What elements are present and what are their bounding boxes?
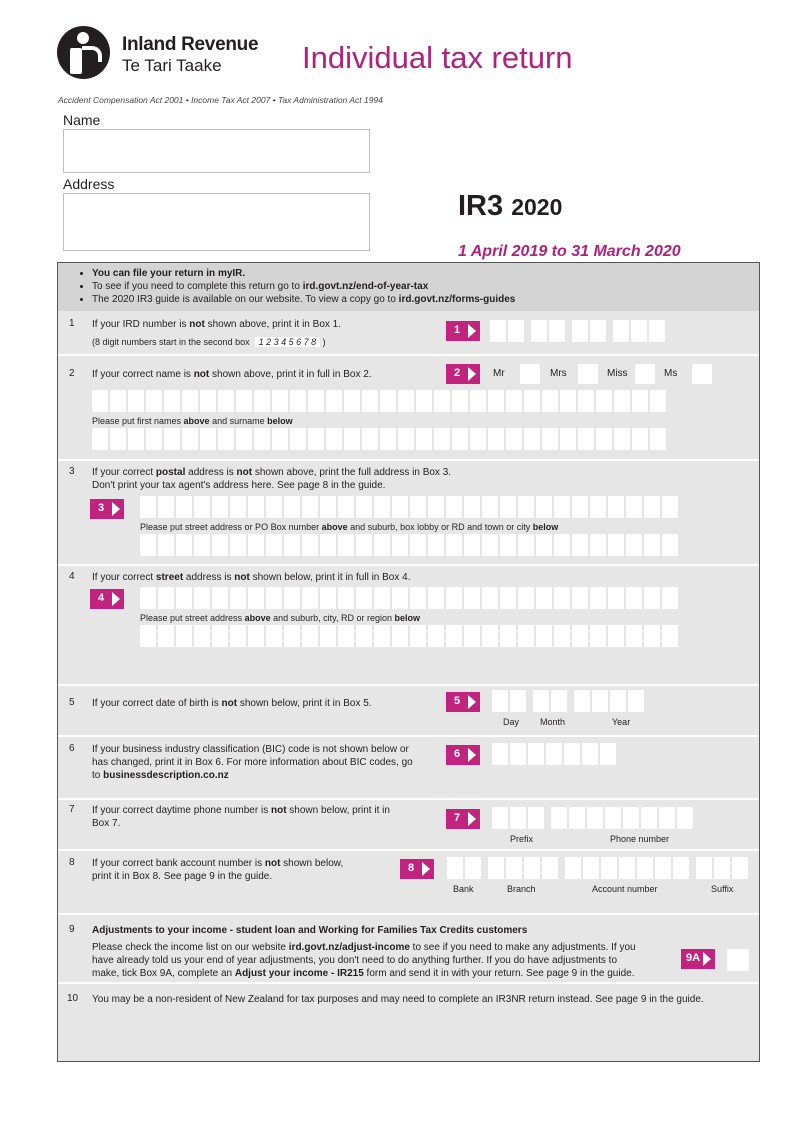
character-box[interactable]: [266, 534, 282, 556]
box-9a-marker: 9A: [681, 949, 715, 969]
character-box[interactable]: [626, 587, 642, 609]
phone-number-input[interactable]: [492, 807, 695, 829]
character-box[interactable]: [158, 625, 174, 647]
form-panel: [57, 262, 760, 1062]
character-box[interactable]: [572, 625, 588, 647]
character-box[interactable]: [470, 390, 486, 412]
inland-revenue-logo: [57, 26, 110, 79]
question-number: 4: [69, 571, 75, 582]
character-box[interactable]: [410, 496, 426, 518]
question-2-text: If your correct name is not shown above, print it in full in Box 2.: [92, 369, 372, 380]
character-box[interactable]: [236, 428, 252, 450]
character-box[interactable]: [488, 428, 504, 450]
character-box[interactable]: [626, 534, 642, 556]
character-box[interactable]: [308, 390, 324, 412]
question-6-text: If your business industry classification (BIC) code is not shown below or has changed, print it in Box 6. For more information about BIC codes, go to businessdescription.co.nz: [92, 744, 413, 781]
question-3-text: If your correct postal address is not shown above, print the full address in Box 3. Don't print your tax agent's address here. See page 8 in the guide.: [92, 467, 452, 491]
street-address-line-1[interactable]: [140, 587, 680, 609]
character-box[interactable]: [356, 625, 372, 647]
character-box[interactable]: [302, 496, 318, 518]
character-box[interactable]: [464, 496, 480, 518]
character-box[interactable]: [230, 534, 246, 556]
character-box[interactable]: [194, 496, 210, 518]
name-label: Name: [63, 112, 101, 128]
character-box[interactable]: [194, 534, 210, 556]
question-1-hint: (8 digit numbers start in the second box 1 2 3 4 5 6 7 8 ): [92, 337, 326, 347]
character-box[interactable]: [392, 534, 408, 556]
character-box[interactable]: [524, 428, 540, 450]
day-caption: Day: [503, 717, 520, 727]
character-box[interactable]: [524, 390, 540, 412]
character-box[interactable]: [176, 625, 192, 647]
character-box[interactable]: [500, 587, 516, 609]
character-box[interactable]: [482, 587, 498, 609]
character-box[interactable]: [590, 534, 606, 556]
box-5-marker: 5: [446, 692, 480, 712]
character-box[interactable]: [284, 625, 300, 647]
character-box[interactable]: [176, 534, 192, 556]
character-box[interactable]: [158, 587, 174, 609]
character-box[interactable]: [554, 496, 570, 518]
character-box[interactable]: [446, 625, 462, 647]
bic-code-input[interactable]: [492, 743, 618, 765]
character-box[interactable]: [590, 496, 606, 518]
character-box[interactable]: [470, 428, 486, 450]
character-box[interactable]: [572, 496, 588, 518]
form-code: IR3 2020: [458, 190, 563, 222]
character-box[interactable]: [266, 587, 282, 609]
character-box[interactable]: [380, 428, 396, 450]
character-box[interactable]: [128, 390, 144, 412]
character-box[interactable]: [596, 390, 612, 412]
character-box[interactable]: [662, 534, 678, 556]
character-box[interactable]: [272, 428, 288, 450]
character-box[interactable]: [176, 587, 192, 609]
character-box[interactable]: [644, 625, 660, 647]
character-box[interactable]: [446, 534, 462, 556]
character-box[interactable]: [560, 390, 576, 412]
character-box[interactable]: [518, 587, 534, 609]
character-box[interactable]: [302, 534, 318, 556]
character-box[interactable]: [230, 496, 246, 518]
name-field[interactable]: [63, 129, 370, 173]
character-box[interactable]: [542, 428, 558, 450]
question-4-hint: Please put street address above and suburb, city, RD or region below: [140, 613, 420, 623]
account-number-caption: Account number: [592, 884, 658, 894]
question-number: 2: [69, 368, 75, 379]
character-box[interactable]: [308, 428, 324, 450]
character-box[interactable]: [650, 428, 666, 450]
character-box[interactable]: [572, 534, 588, 556]
character-box[interactable]: [320, 496, 336, 518]
character-box[interactable]: [182, 428, 198, 450]
question-number: 5: [69, 697, 75, 708]
character-box[interactable]: [392, 496, 408, 518]
postal-address-line-1[interactable]: [140, 496, 680, 518]
ird-number-input[interactable]: [490, 320, 667, 342]
character-box[interactable]: [410, 534, 426, 556]
character-box[interactable]: [200, 390, 216, 412]
org-name-maori: Te Tari Taake: [122, 56, 222, 75]
character-box[interactable]: [374, 587, 390, 609]
character-box[interactable]: [356, 496, 372, 518]
question-number: 8: [69, 857, 75, 868]
character-box[interactable]: [326, 390, 342, 412]
character-box[interactable]: [140, 625, 156, 647]
character-box[interactable]: [110, 390, 126, 412]
character-box[interactable]: [140, 587, 156, 609]
character-box[interactable]: [320, 534, 336, 556]
character-box[interactable]: [482, 496, 498, 518]
character-box[interactable]: [554, 625, 570, 647]
character-box[interactable]: [92, 428, 108, 450]
character-box[interactable]: [446, 496, 462, 518]
character-box[interactable]: [536, 534, 552, 556]
character-box[interactable]: [590, 587, 606, 609]
character-box[interactable]: [374, 534, 390, 556]
question-10-text: You may be a non-resident of New Zealand for tax purposes and may need to complete an IR3NR return instead. See page 9 in the guide.: [92, 994, 704, 1005]
title-ms-checkbox[interactable]: [692, 364, 712, 384]
character-box[interactable]: [500, 534, 516, 556]
character-box[interactable]: [428, 587, 444, 609]
note-item: • To see if you need to complete this return go to ird.govt.nz/end-of-year-tax: [92, 280, 759, 293]
character-box[interactable]: [344, 390, 360, 412]
adjustments-checkbox[interactable]: [727, 949, 749, 971]
character-box[interactable]: [446, 587, 462, 609]
character-box[interactable]: [110, 428, 126, 450]
title-mr-label: Mr: [493, 368, 505, 379]
address-field[interactable]: [63, 193, 370, 251]
character-box[interactable]: [410, 587, 426, 609]
title-miss-checkbox[interactable]: [635, 364, 655, 384]
character-box[interactable]: [608, 587, 624, 609]
character-box[interactable]: [248, 534, 264, 556]
character-box[interactable]: [236, 390, 252, 412]
character-box[interactable]: [338, 625, 354, 647]
character-box[interactable]: [518, 625, 534, 647]
title-ms-label: Ms: [664, 368, 678, 379]
character-box[interactable]: [356, 587, 372, 609]
character-box[interactable]: [176, 496, 192, 518]
note-item: • You can file your return in myIR.: [92, 267, 759, 280]
box-4-marker: 4: [90, 589, 124, 609]
character-box[interactable]: [452, 428, 468, 450]
character-box[interactable]: [290, 390, 306, 412]
character-box[interactable]: [536, 625, 552, 647]
character-box[interactable]: [560, 428, 576, 450]
character-box[interactable]: [650, 390, 666, 412]
character-box[interactable]: [266, 625, 282, 647]
note-item: • The 2020 IR3 guide is available on our website. To view a copy go to ird.govt.nz/forms-guides: [92, 293, 759, 306]
box-8-marker: 8: [400, 859, 434, 879]
character-box[interactable]: [248, 496, 264, 518]
question-number: 3: [69, 466, 75, 477]
character-box[interactable]: [554, 534, 570, 556]
character-box[interactable]: [212, 534, 228, 556]
character-box[interactable]: [338, 534, 354, 556]
character-box[interactable]: [338, 587, 354, 609]
character-box[interactable]: [392, 625, 408, 647]
character-box[interactable]: [266, 496, 282, 518]
character-box[interactable]: [356, 534, 372, 556]
character-box[interactable]: [254, 390, 270, 412]
character-box[interactable]: [392, 587, 408, 609]
character-box[interactable]: [536, 587, 552, 609]
title-miss-label: Miss: [607, 368, 628, 379]
character-box[interactable]: [290, 428, 306, 450]
title-mrs-checkbox[interactable]: [578, 364, 598, 384]
character-box[interactable]: [416, 390, 432, 412]
question-number: 6: [69, 743, 75, 754]
question-8-text: If your correct bank account number is not shown below, print it in Box 8. See page 9 in the guide.: [92, 858, 344, 882]
character-box[interactable]: [284, 496, 300, 518]
character-box[interactable]: [248, 587, 264, 609]
character-box[interactable]: [614, 428, 630, 450]
question-7-text: If your correct daytime phone number is not shown below, print it in Box 7.: [92, 805, 390, 829]
character-box[interactable]: [608, 534, 624, 556]
prefix-caption: Prefix: [510, 834, 534, 844]
character-box[interactable]: [362, 390, 378, 412]
character-box[interactable]: [464, 534, 480, 556]
character-box[interactable]: [410, 625, 426, 647]
question-number: 9: [69, 924, 75, 935]
question-number: 1: [69, 318, 75, 329]
character-box[interactable]: [254, 428, 270, 450]
character-box[interactable]: [632, 390, 648, 412]
question-9-text: Please check the income list on our website ird.govt.nz/adjust-income to see if you need to make any adjustments. If you have already told us your end of year adjustments, you don't need to do anything further. If you do have adjustments to make, tick Box 9A, complete an Adjust your income - IR215 form and send it in with your return. See page 9 in the guide.: [92, 942, 636, 979]
character-box[interactable]: [488, 390, 504, 412]
character-box[interactable]: [194, 625, 210, 647]
character-box[interactable]: [428, 496, 444, 518]
character-box[interactable]: [164, 428, 180, 450]
phone-number-caption: Phone number: [610, 834, 670, 844]
title-mr-checkbox[interactable]: [520, 364, 540, 384]
character-box[interactable]: [212, 625, 228, 647]
character-box[interactable]: [158, 496, 174, 518]
character-box[interactable]: [398, 390, 414, 412]
bank-account-input[interactable]: [447, 857, 750, 879]
character-box[interactable]: [380, 390, 396, 412]
character-box[interactable]: [596, 428, 612, 450]
street-address-line-2[interactable]: [140, 625, 680, 647]
character-box[interactable]: [218, 390, 234, 412]
character-box[interactable]: [302, 625, 318, 647]
character-box[interactable]: [230, 587, 246, 609]
question-4-text: If your correct street address is not shown below, print it in full in Box 4.: [92, 572, 411, 583]
character-box[interactable]: [398, 428, 414, 450]
character-box[interactable]: [416, 428, 432, 450]
character-box[interactable]: [344, 428, 360, 450]
character-box[interactable]: [428, 625, 444, 647]
character-box[interactable]: [506, 428, 522, 450]
character-box[interactable]: [464, 587, 480, 609]
question-9-heading: Adjustments to your income - student loan and Working for Families Tax Credits customers: [92, 925, 528, 936]
character-box[interactable]: [542, 390, 558, 412]
character-box[interactable]: [500, 496, 516, 518]
character-box[interactable]: [482, 625, 498, 647]
character-box[interactable]: [572, 587, 588, 609]
box-2-marker: 2: [446, 364, 480, 384]
year-caption: Year: [612, 717, 631, 727]
character-box[interactable]: [212, 496, 228, 518]
box-7-marker: 7: [446, 809, 480, 829]
character-box[interactable]: [320, 587, 336, 609]
character-box[interactable]: [644, 587, 660, 609]
tax-period: 1 April 2019 to 31 March 2020: [458, 243, 681, 260]
box-1-marker: 1: [446, 321, 480, 341]
surname-input[interactable]: [92, 428, 668, 450]
character-box[interactable]: [140, 496, 156, 518]
character-box[interactable]: [194, 587, 210, 609]
character-box[interactable]: [554, 587, 570, 609]
character-box[interactable]: [578, 390, 594, 412]
title-mrs-label: Mrs: [550, 368, 567, 379]
character-box[interactable]: [284, 534, 300, 556]
character-box[interactable]: [518, 534, 534, 556]
form-title: Individual tax return: [302, 40, 573, 75]
character-box[interactable]: [434, 428, 450, 450]
character-box[interactable]: [326, 428, 342, 450]
character-box[interactable]: [230, 625, 246, 647]
character-box[interactable]: [518, 496, 534, 518]
character-box[interactable]: [146, 428, 162, 450]
character-box[interactable]: [164, 390, 180, 412]
character-box[interactable]: [140, 534, 156, 556]
month-caption: Month: [540, 717, 566, 727]
branch-caption: Branch: [507, 884, 536, 894]
character-box[interactable]: [608, 496, 624, 518]
character-box[interactable]: [482, 534, 498, 556]
suffix-caption: Suffix: [711, 884, 734, 894]
question-number: 10: [67, 993, 79, 1004]
first-names-input[interactable]: [92, 390, 668, 412]
address-label: Address: [63, 176, 115, 192]
character-box[interactable]: [608, 625, 624, 647]
question-5-text: If your correct date of birth is not shown below, print it in Box 5.: [92, 698, 372, 709]
character-box[interactable]: [632, 428, 648, 450]
character-box[interactable]: [626, 496, 642, 518]
box-3-marker: 3: [90, 499, 124, 519]
question-3-hint: Please put street address or PO Box number above and suburb, box lobby or RD and town or city below: [140, 522, 559, 532]
character-box[interactable]: [272, 390, 288, 412]
question-number: 7: [69, 804, 75, 815]
character-box[interactable]: [614, 390, 630, 412]
character-box[interactable]: [428, 534, 444, 556]
character-box[interactable]: [662, 625, 678, 647]
question-1-text: If your IRD number is not shown above, print it in Box 1.: [92, 319, 341, 330]
character-box[interactable]: [644, 496, 660, 518]
character-box[interactable]: [218, 428, 234, 450]
box-6-marker: 6: [446, 745, 480, 765]
character-box[interactable]: [434, 390, 450, 412]
character-box[interactable]: [200, 428, 216, 450]
character-box[interactable]: [302, 587, 318, 609]
character-box[interactable]: [644, 534, 660, 556]
character-box[interactable]: [92, 390, 108, 412]
character-box[interactable]: [536, 496, 552, 518]
org-name: Inland Revenue: [122, 34, 259, 55]
info-notes: [58, 263, 759, 311]
character-box[interactable]: [626, 625, 642, 647]
character-box[interactable]: [248, 625, 264, 647]
acts-line: Accident Compensation Act 2001 • Income Tax Act 2007 • Tax Administration Act 1994: [58, 95, 383, 105]
character-box[interactable]: [338, 496, 354, 518]
character-box[interactable]: [506, 390, 522, 412]
date-of-birth-input[interactable]: [492, 690, 646, 712]
character-box[interactable]: [320, 625, 336, 647]
character-box[interactable]: [662, 496, 678, 518]
character-box[interactable]: [362, 428, 378, 450]
question-2-hint: Please put first names above and surname below: [92, 416, 293, 426]
character-box[interactable]: [578, 428, 594, 450]
character-box[interactable]: [662, 587, 678, 609]
character-box[interactable]: [284, 587, 300, 609]
character-box[interactable]: [464, 625, 480, 647]
character-box[interactable]: [158, 534, 174, 556]
bank-caption: Bank: [453, 884, 474, 894]
character-box[interactable]: [128, 428, 144, 450]
character-box[interactable]: [182, 390, 198, 412]
character-box[interactable]: [500, 625, 516, 647]
character-box[interactable]: [374, 496, 390, 518]
postal-address-line-2[interactable]: [140, 534, 680, 556]
character-box[interactable]: [374, 625, 390, 647]
character-box[interactable]: [146, 390, 162, 412]
character-box[interactable]: [452, 390, 468, 412]
character-box[interactable]: [212, 587, 228, 609]
character-box[interactable]: [590, 625, 606, 647]
